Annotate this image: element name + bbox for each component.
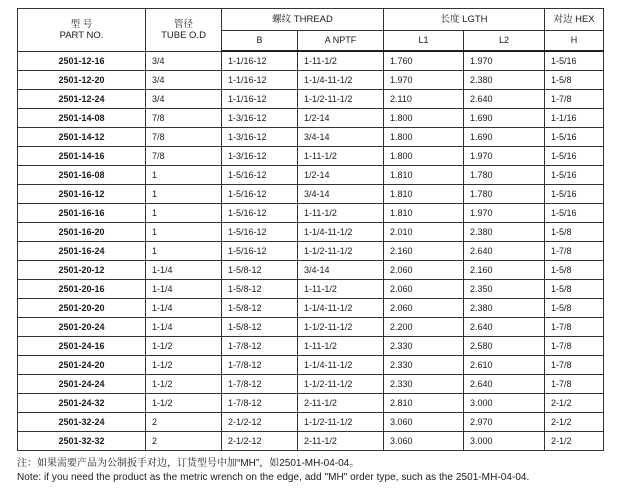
tube-od-cell: 3/4 — [146, 90, 222, 109]
length-l2-cell: 2.640 — [464, 242, 545, 261]
hex-cell: 1-5/16 — [545, 204, 604, 223]
tube-od-cell: 7/8 — [146, 109, 222, 128]
thread-b-cell: 1-1/16-12 — [222, 51, 298, 71]
length-l1-cell: 1.760 — [384, 51, 464, 71]
tube-od-cell: 1 — [146, 166, 222, 185]
part-no-cell: 2501-20-24 — [18, 318, 146, 337]
part-no-cell: 2501-16-20 — [18, 223, 146, 242]
part-no-cell: 2501-14-12 — [18, 128, 146, 147]
thread-anptf-cell: 1-1/2-11-1/2 — [298, 90, 384, 109]
tube-od-cell: 1 — [146, 185, 222, 204]
thread-b-cell: 1-5/16-12 — [222, 204, 298, 223]
thread-anptf-header: A NPTF — [298, 31, 384, 52]
hex-cell: 2-1/2 — [545, 394, 604, 413]
length-l1-cell: 1.970 — [384, 71, 464, 90]
thread-b-cell: 1-5/16-12 — [222, 223, 298, 242]
table-row — [18, 261, 604, 280]
thread-anptf-cell: 1-11-1/2 — [298, 337, 384, 356]
length-l1-cell: 2.160 — [384, 242, 464, 261]
thread-b-cell: 1-5/8-12 — [222, 261, 298, 280]
length-l2-cell: 1.970 — [464, 147, 545, 166]
length-l2-cell: 2.580 — [464, 337, 545, 356]
hex-cell: 1-5/8 — [545, 223, 604, 242]
table-row — [18, 413, 604, 432]
thread-b-cell: 1-7/8-12 — [222, 375, 298, 394]
tube-od-cell: 1-1/2 — [146, 337, 222, 356]
length-l1-cell: 2.330 — [384, 337, 464, 356]
length-l1-cell: 3.060 — [384, 413, 464, 432]
part-no-cell: 2501-20-20 — [18, 299, 146, 318]
thread-b-cell: 1-3/16-12 — [222, 147, 298, 166]
part-no-cell: 2501-16-12 — [18, 185, 146, 204]
part-no-cell: 2501-24-20 — [18, 356, 146, 375]
table-row — [18, 223, 604, 242]
table-body — [18, 51, 604, 451]
thread-b-cell: 1-1/16-12 — [222, 90, 298, 109]
length-l2-cell: 2.380 — [464, 223, 545, 242]
length-l1-cell: 2.330 — [384, 375, 464, 394]
hex-cell: 1-7/8 — [545, 90, 604, 109]
part-no-header-cn: 型 号 — [70, 18, 93, 30]
length-l1-cell: 1.800 — [384, 128, 464, 147]
table-row — [18, 242, 604, 261]
tube-od-cell: 1-1/4 — [146, 299, 222, 318]
table-row — [18, 318, 604, 337]
thread-anptf-cell: 1-1/2-11-1/2 — [298, 375, 384, 394]
length-l1-cell: 2.060 — [384, 299, 464, 318]
table-row — [18, 337, 604, 356]
thread-anptf-cell: 1-1/2-11-1/2 — [298, 318, 384, 337]
length-l2-cell: 1.970 — [464, 204, 545, 223]
length-l1-cell: 1.810 — [384, 204, 464, 223]
length-l2-cell: 1.970 — [464, 51, 545, 71]
length-l1-cell: 2.010 — [384, 223, 464, 242]
tube-od-cell: 7/8 — [146, 147, 222, 166]
part-no-cell: 2501-14-16 — [18, 147, 146, 166]
tube-od-cell: 1-1/4 — [146, 261, 222, 280]
tube-od-header — [146, 9, 222, 52]
table-row — [18, 394, 604, 413]
thread-anptf-cell: 1-1/4-11-1/2 — [298, 356, 384, 375]
hex-cell: 1-5/8 — [545, 299, 604, 318]
thread-b-cell: 1-5/8-12 — [222, 318, 298, 337]
table-row — [18, 166, 604, 185]
hex-cell: 1-7/8 — [545, 356, 604, 375]
table-row — [18, 280, 604, 299]
hex-h-header: H — [545, 31, 604, 52]
thread-b-cell: 1-5/8-12 — [222, 299, 298, 318]
length-l2-cell: 2.640 — [464, 90, 545, 109]
thread-b-cell: 2-1/2-12 — [222, 413, 298, 432]
length-l2-cell: 1.690 — [464, 128, 545, 147]
table-row — [18, 432, 604, 451]
table-row — [18, 204, 604, 223]
tube-od-cell: 2 — [146, 432, 222, 451]
length-l1-cell: 3.060 — [384, 432, 464, 451]
part-no-cell: 2501-14-08 — [18, 109, 146, 128]
tube-od-cell: 1 — [146, 242, 222, 261]
part-no-cell: 2501-20-16 — [18, 280, 146, 299]
length-l2-cell: 1.780 — [464, 166, 545, 185]
thread-anptf-cell: 3/4-14 — [298, 261, 384, 280]
tube-od-cell: 1 — [146, 204, 222, 223]
thread-b-cell: 1-3/16-12 — [222, 128, 298, 147]
thread-b-cell: 1-5/8-12 — [222, 280, 298, 299]
part-no-cell: 2501-12-24 — [18, 90, 146, 109]
tube-od-cell: 1-1/4 — [146, 318, 222, 337]
length-l1-cell: 2.810 — [384, 394, 464, 413]
thread-anptf-cell: 1-1/4-11-1/2 — [298, 299, 384, 318]
hex-cell: 1-5/16 — [545, 166, 604, 185]
length-l1-cell: 1.810 — [384, 166, 464, 185]
length-l2-cell: 3.000 — [464, 394, 545, 413]
hex-cell: 1-7/8 — [545, 337, 604, 356]
thread-b-cell: 2-1/2-12 — [222, 432, 298, 451]
tube-od-cell: 1-1/2 — [146, 394, 222, 413]
part-no-cell: 2501-12-16 — [18, 51, 146, 71]
length-l2-cell: 2.380 — [464, 299, 545, 318]
tube-od-cell: 1-1/2 — [146, 356, 222, 375]
hex-cell: 1-5/16 — [545, 147, 604, 166]
length-l1-cell: 1.800 — [384, 147, 464, 166]
length-l1-cell: 1.810 — [384, 185, 464, 204]
tube-od-cell: 2 — [146, 413, 222, 432]
part-no-header — [18, 9, 146, 52]
table-row — [18, 356, 604, 375]
thread-b-cell: 1-3/16-12 — [222, 109, 298, 128]
thread-anptf-cell: 1-1/2-11-1/2 — [298, 413, 384, 432]
footnote — [17, 457, 603, 485]
hex-cell: 1-7/8 — [545, 242, 604, 261]
thread-b-cell: 1-5/16-12 — [222, 185, 298, 204]
thread-anptf-cell: 1-11-1/2 — [298, 51, 384, 71]
length-l1-header: L1 — [384, 31, 464, 52]
hex-cell: 2-1/2 — [545, 432, 604, 451]
hex-cell: 1-5/8 — [545, 280, 604, 299]
table-row — [18, 128, 604, 147]
tube-od-header-en: TUBE O.D — [161, 29, 206, 41]
length-l1-cell: 2.200 — [384, 318, 464, 337]
part-no-cell: 2501-16-08 — [18, 166, 146, 185]
thread-anptf-cell: 1/2-14 — [298, 109, 384, 128]
footnote-cn: 注：如果需要产品为公制扳手对边，订货型号中加“MH”，如2501-MH-04-04。 — [17, 458, 360, 469]
length-l1-cell: 2.330 — [384, 356, 464, 375]
length-l2-cell: 2.640 — [464, 375, 545, 394]
part-no-cell: 2501-16-24 — [18, 242, 146, 261]
thread-anptf-cell: 1-1/2-11-1/2 — [298, 242, 384, 261]
table-row — [18, 90, 604, 109]
length-l2-cell: 1.690 — [464, 109, 545, 128]
length-l1-cell: 2.060 — [384, 280, 464, 299]
dimensions-table — [17, 8, 604, 451]
thread-anptf-cell: 3/4-14 — [298, 128, 384, 147]
table-row — [18, 375, 604, 394]
table-row — [18, 71, 604, 90]
part-no-cell: 2501-12-20 — [18, 71, 146, 90]
tube-od-cell: 3/4 — [146, 51, 222, 71]
table-row — [18, 109, 604, 128]
part-no-cell: 2501-20-12 — [18, 261, 146, 280]
thread-anptf-cell: 2-11-1/2 — [298, 394, 384, 413]
spec-sheet — [17, 8, 603, 485]
length-l2-cell: 2.350 — [464, 280, 545, 299]
tube-od-cell: 7/8 — [146, 128, 222, 147]
thread-anptf-cell: 2-11-1/2 — [298, 432, 384, 451]
thread-anptf-cell: 1-1/4-11-1/2 — [298, 71, 384, 90]
table-row — [18, 299, 604, 318]
hex-cell: 2-1/2 — [545, 413, 604, 432]
length-l2-cell: 1.780 — [464, 185, 545, 204]
tube-od-cell: 1-1/4 — [146, 280, 222, 299]
part-no-cell: 2501-32-24 — [18, 413, 146, 432]
length-l1-cell: 2.060 — [384, 261, 464, 280]
length-l2-cell: 2.610 — [464, 356, 545, 375]
hex-cell: 1-7/8 — [545, 375, 604, 394]
thread-b-cell: 1-1/16-12 — [222, 71, 298, 90]
hex-cell: 1-1/16 — [545, 109, 604, 128]
hex-cell: 1-5/8 — [545, 261, 604, 280]
table-row — [18, 51, 604, 71]
tube-od-cell: 3/4 — [146, 71, 222, 90]
part-no-header-en: PART NO. — [59, 29, 104, 41]
thread-b-cell: 1-7/8-12 — [222, 356, 298, 375]
length-l2-cell: 2.970 — [464, 413, 545, 432]
thread-anptf-cell: 3/4-14 — [298, 185, 384, 204]
thread-anptf-cell: 1-11-1/2 — [298, 147, 384, 166]
tube-od-header-cn: 管径 — [173, 18, 193, 30]
tube-od-cell: 1 — [146, 223, 222, 242]
length-l2-header: L2 — [464, 31, 545, 52]
part-no-cell: 2501-24-32 — [18, 394, 146, 413]
hex-header: 对边 HEX — [545, 9, 604, 31]
thread-anptf-cell: 1/2-14 — [298, 166, 384, 185]
thread-anptf-cell: 1-11-1/2 — [298, 280, 384, 299]
thread-b-cell: 1-5/16-12 — [222, 166, 298, 185]
hex-cell: 1-5/8 — [545, 71, 604, 90]
thread-b-header: B — [222, 31, 298, 52]
tube-od-cell: 1-1/2 — [146, 375, 222, 394]
part-no-cell: 2501-32-32 — [18, 432, 146, 451]
part-no-cell: 2501-16-16 — [18, 204, 146, 223]
part-no-cell: 2501-24-24 — [18, 375, 146, 394]
thread-b-cell: 1-5/16-12 — [222, 242, 298, 261]
length-l2-cell: 2.380 — [464, 71, 545, 90]
table-row — [18, 185, 604, 204]
thread-anptf-cell: 1-11-1/2 — [298, 204, 384, 223]
length-l1-cell: 2.110 — [384, 90, 464, 109]
part-no-cell: 2501-24-16 — [18, 337, 146, 356]
footnote-en: Note: if you need the product as the metric wrench on the edge, add "MH" order type, such as the 2501-MH-04-04. — [17, 472, 530, 483]
length-l2-cell: 3.000 — [464, 432, 545, 451]
hex-cell: 1-7/8 — [545, 318, 604, 337]
length-l1-cell: 1.800 — [384, 109, 464, 128]
thread-anptf-cell: 1-1/4-11-1/2 — [298, 223, 384, 242]
length-header: 长度 LGTH — [384, 9, 545, 31]
thread-b-cell: 1-7/8-12 — [222, 394, 298, 413]
hex-cell: 1-5/16 — [545, 51, 604, 71]
hex-cell: 1-5/16 — [545, 185, 604, 204]
length-l2-cell: 2.640 — [464, 318, 545, 337]
thread-header: 螺纹 THREAD — [222, 9, 384, 31]
hex-cell: 1-5/16 — [545, 128, 604, 147]
thread-b-cell: 1-7/8-12 — [222, 337, 298, 356]
table-row — [18, 147, 604, 166]
length-l2-cell: 2.160 — [464, 261, 545, 280]
